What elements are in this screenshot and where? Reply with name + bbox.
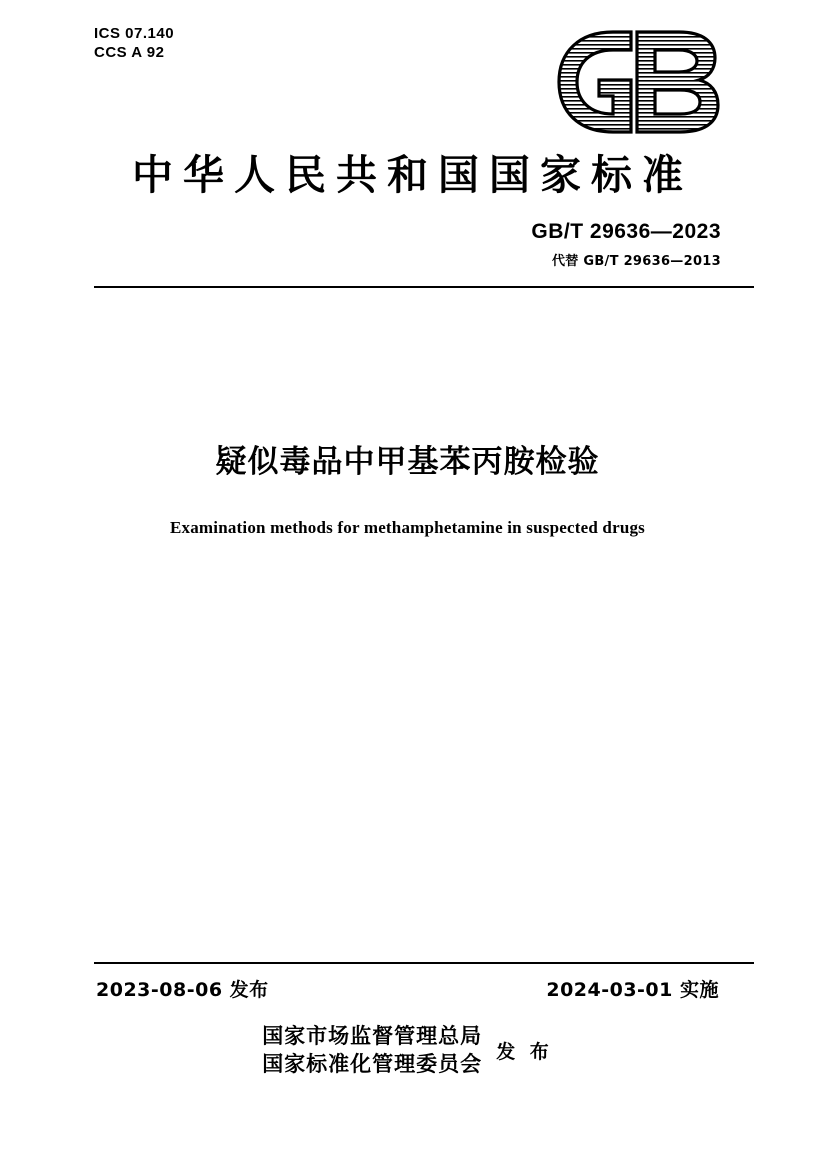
publisher-org-line1: 国家市场监督管理总局 [262,1024,483,1048]
ccs-code: CCS A 92 [94,44,165,61]
ics-code: ICS 07.140 [94,25,175,42]
standard-number: GB/T 29636—2023 [531,220,721,243]
publisher-organizations [262,1022,482,1078]
divider-top [94,286,754,288]
divider-bottom [94,962,754,964]
publisher-block [0,1022,815,1078]
standard-number-block [531,220,721,269]
authority-title: 中华人民共和国国家标准 [132,151,693,199]
standard-replaces: 代替 GB/T 29636—2013 [551,254,721,269]
issue-date: 2023-08-06 发布 [96,979,269,1001]
document-title-english: Examination methods for methamphetamine in suspected drugs [169,518,646,537]
document-title-chinese: 疑似毒品中甲基苯丙胺检验 [215,444,600,480]
classification-codes [94,24,174,62]
publisher-org-line2: 国家标准化管理委员会 [262,1052,483,1076]
gb-emblem-icon [553,28,723,136]
issued-label: 发 布 [496,1040,553,1063]
effective-date: 2024-03-01 实施 [546,979,719,1001]
